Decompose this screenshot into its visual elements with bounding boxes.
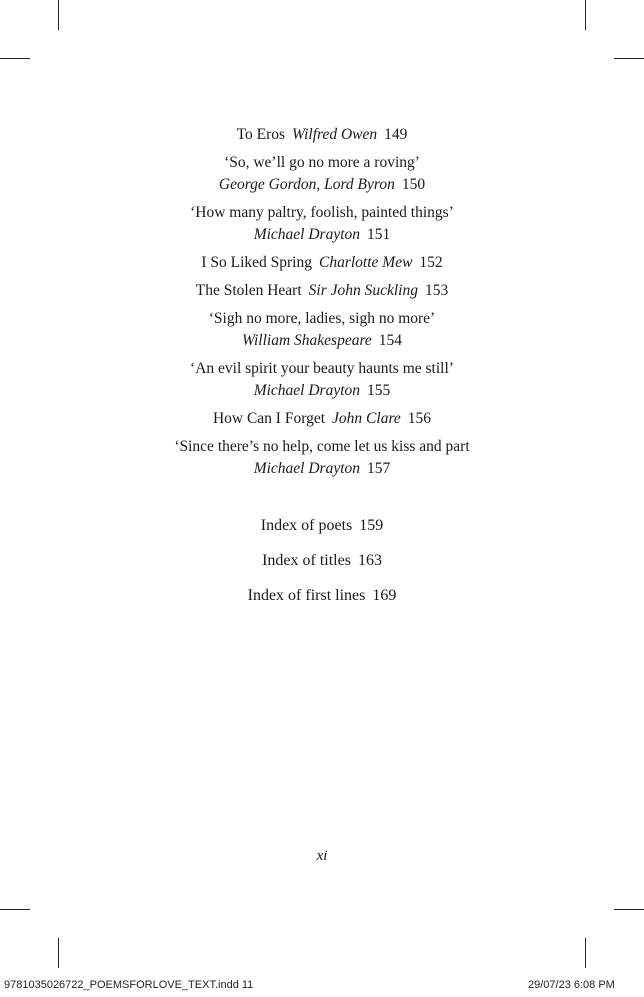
entry-poet: Wilfred Owen <box>292 126 378 143</box>
entry-poet: George Gordon, Lord Byron <box>218 176 395 193</box>
entry-title: ‘Since there’s no help, come let us kiss and part <box>174 438 470 455</box>
entry-title: ‘How many paltry, foolish, painted things’ <box>190 204 454 221</box>
index-label: Index of first lines <box>247 587 366 604</box>
contents-entry[interactable] <box>0 308 644 352</box>
crop-mark-bottom-right <box>585 938 586 968</box>
index-page: 169 <box>372 587 397 604</box>
entry-poet: William Shakespeare <box>241 332 372 349</box>
entry-page: 151 <box>367 226 391 243</box>
entry-title: I So Liked Spring <box>201 254 312 271</box>
entry-poet: Michael Drayton <box>253 460 361 477</box>
page-folio: xi <box>316 848 328 864</box>
crop-mark-bottom-left <box>58 938 59 968</box>
slug-date: 29/07/23 6:08 PM <box>528 979 615 991</box>
contents-entry[interactable] <box>0 152 644 196</box>
entry-page: 149 <box>384 126 408 143</box>
contents-entry[interactable] <box>0 252 644 274</box>
contents-entry[interactable] <box>0 280 644 302</box>
entry-poet: Sir John Suckling <box>308 282 418 299</box>
crop-mark-left-bottom <box>0 909 30 910</box>
index-page: 159 <box>359 517 384 534</box>
index-list <box>0 514 644 619</box>
index-label: Index of poets <box>260 517 353 534</box>
entry-poet: Charlotte Mew <box>318 254 413 271</box>
contents-entry[interactable] <box>0 202 644 246</box>
entry-title: ‘So, we’ll go no more a roving’ <box>224 154 420 171</box>
contents-entry[interactable] <box>0 124 644 146</box>
entry-title: The Stolen Heart <box>195 282 302 299</box>
entry-poet: Michael Drayton <box>253 382 361 399</box>
index-entry[interactable] <box>0 584 644 619</box>
crop-mark-top-right <box>585 0 586 30</box>
crop-mark-top-left <box>58 0 59 30</box>
entry-title: ‘An evil spirit your beauty haunts me still’ <box>190 360 454 377</box>
contents-entry[interactable] <box>0 436 644 480</box>
entry-page: 156 <box>407 410 432 427</box>
entry-poet: Michael Drayton <box>253 226 361 243</box>
index-page: 163 <box>357 552 382 569</box>
entry-page: 153 <box>424 282 449 299</box>
crop-mark-right-bottom <box>614 909 644 910</box>
index-entry[interactable] <box>0 549 644 584</box>
slug-file-name: 9781035026722_POEMSFORLOVE_TEXT.indd 11 <box>4 979 254 991</box>
index-label: Index of titles <box>262 552 351 569</box>
crop-mark-right-top <box>614 58 644 59</box>
entry-page: 154 <box>378 332 403 349</box>
entry-page: 155 <box>367 382 391 399</box>
contents-entry[interactable] <box>0 408 644 430</box>
entry-page: 157 <box>367 460 391 477</box>
contents-entry[interactable] <box>0 358 644 402</box>
entry-title: To Eros <box>236 126 286 143</box>
entry-title: How Can I Forget <box>212 410 326 427</box>
entry-poet: John Clare <box>332 410 401 427</box>
entry-page: 150 <box>401 176 426 193</box>
crop-mark-left-top <box>0 58 30 59</box>
entry-title: ‘Sigh no more, ladies, sigh no more’ <box>208 310 436 327</box>
index-entry[interactable] <box>0 514 644 549</box>
contents-list <box>0 124 644 486</box>
entry-page: 152 <box>419 254 443 271</box>
